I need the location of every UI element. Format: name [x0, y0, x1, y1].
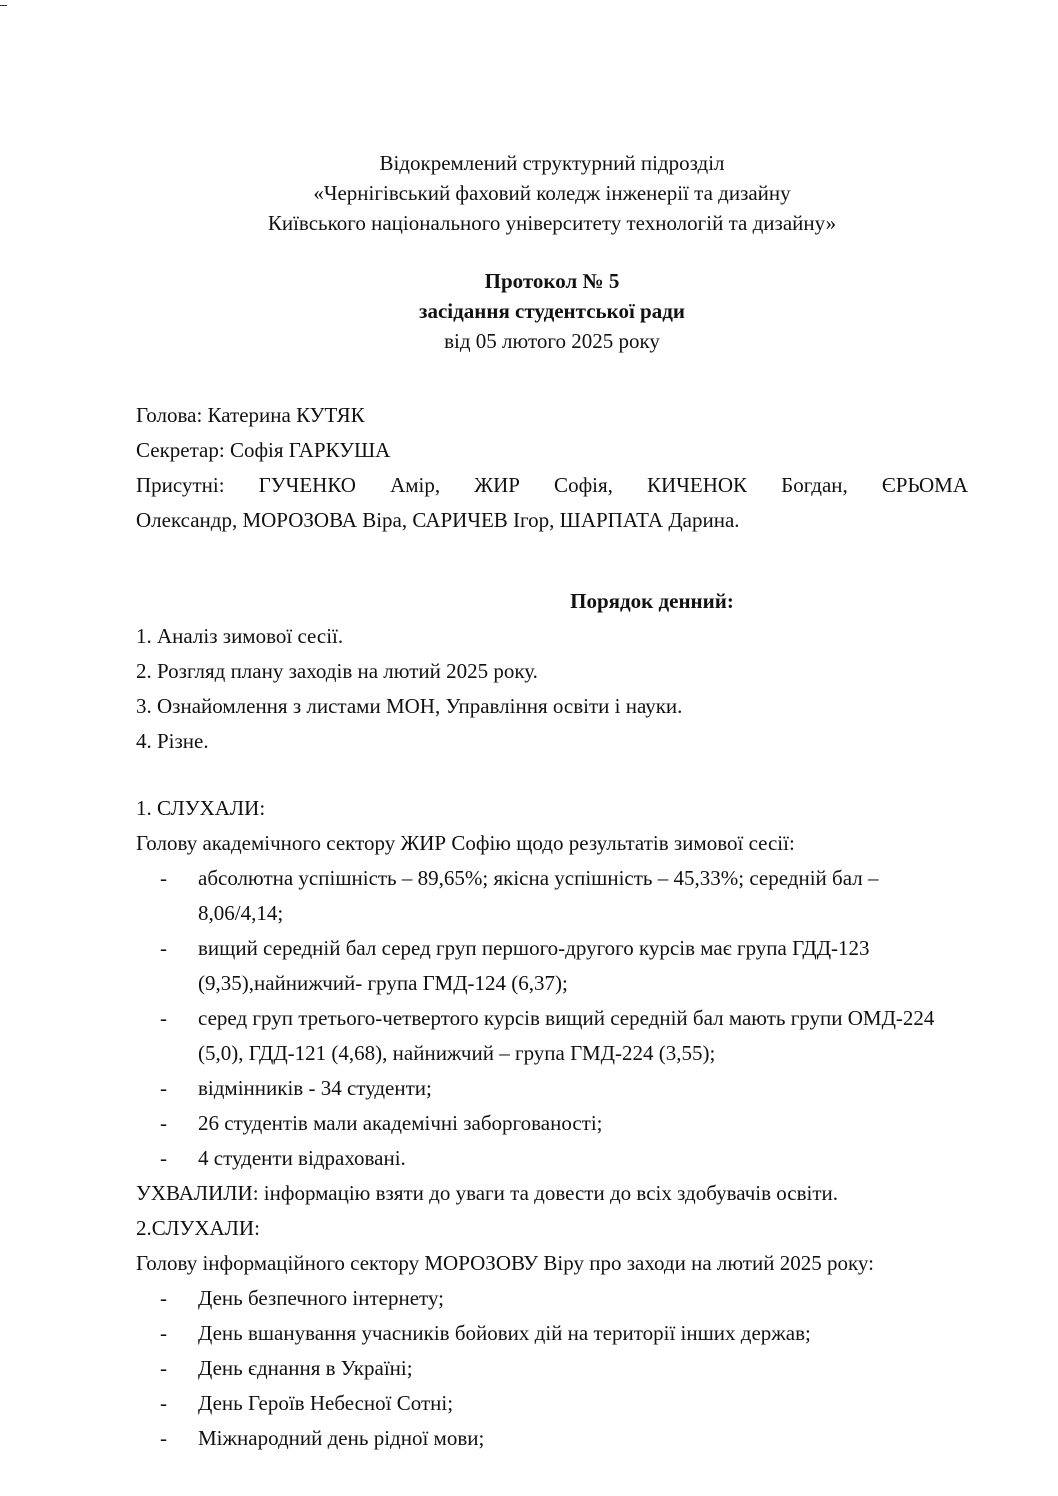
- protocol-date: від 05 лютого 2025 року: [444, 329, 660, 353]
- agenda-title: Порядок денний:: [570, 589, 734, 613]
- agenda-list: [136, 619, 968, 759]
- section-1-heard: 1. СЛУХАЛИ:: [136, 796, 266, 820]
- agenda-item: 2. Розгляд плану заходів на лютий 2025 року.: [136, 659, 538, 683]
- protocol-subtitle: засідання студентської ради: [419, 299, 685, 323]
- list-item: - відмінників - 34 студенти;: [160, 1071, 968, 1106]
- list-item: - 26 студентів мали академічні заборгованості;: [160, 1106, 968, 1141]
- protocol-title-block: [136, 266, 968, 356]
- section-2-speaker: Голову інформаційного сектору МОРОЗОВУ Віру про заходи на лютий 2025 року:: [136, 1251, 874, 1275]
- list-item: - вищий середній бал серед груп першого-другого курсів має група ГДД-123 (9,35),найнижчий- група ГМД-124 (6,37);: [160, 931, 968, 1001]
- scan-corner-mark: [0, 5, 7, 6]
- institution-header: [136, 148, 968, 238]
- meeting-participants: [136, 398, 968, 538]
- list-item: - Міжнародний день рідної мови;: [160, 1421, 968, 1456]
- section-2-events-list: [136, 1281, 968, 1456]
- agenda-item: 3. Ознайомлення з листами МОН, Управління освіти і науки.: [136, 694, 683, 718]
- list-item: - 4 студенти відраховані.: [160, 1141, 968, 1176]
- section-1-resolved: УХВАЛИЛИ: інформацію взяти до уваги та довести до всіх здобувачів освіти.: [136, 1181, 839, 1205]
- list-item: - серед груп третього-четвертого курсів вищий середній бал мають групи ОМД-224 (5,0), ГДД-121 (4,68), найнижчий – група ГМД-224 (3,55);: [160, 1001, 968, 1071]
- chair-line: Голова: Катерина КУТЯК: [136, 403, 365, 427]
- protocol-number: Протокол № 5: [484, 269, 620, 293]
- agenda-item: 1. Аналіз зимової сесії.: [136, 624, 344, 648]
- present-line-2: Олександр, МОРОЗОВА Віра, САРИЧЕВ Ігор, ШАРПАТА Дарина.: [136, 508, 740, 532]
- document-page: [136, 148, 968, 1456]
- list-item: - День вшанування учасників бойових дій на території інших держав;: [160, 1316, 968, 1351]
- section-1-speaker: Голову академічного сектору ЖИР Софію щодо результатів зимової сесії:: [136, 831, 795, 855]
- present-line-1: Присутні: ГУЧЕНКО Амір, ЖИР Софія, КИЧЕНОК Богдан, ЄРЬОМА: [136, 473, 968, 497]
- list-item: - День безпечного інтернету;: [160, 1281, 968, 1316]
- section-1: [136, 791, 968, 1211]
- section-2: [136, 1211, 968, 1456]
- agenda-item: 4. Різне.: [136, 729, 209, 753]
- secretary-line: Секретар: Софія ГАРКУША: [136, 438, 391, 462]
- section-2-heard: 2.СЛУХАЛИ:: [136, 1216, 260, 1240]
- list-item: - День Героїв Небесної Сотні;: [160, 1386, 968, 1421]
- list-item: - День єднання в Україні;: [160, 1351, 968, 1386]
- header-line-1: Відокремлений структурний підрозділ: [379, 151, 725, 175]
- header-line-3: Київського національного університету технологій та дизайну»: [267, 211, 837, 235]
- header-line-2: «Чернігівський фаховий коледж інженерії та дизайну: [313, 181, 791, 205]
- section-1-results-list: [136, 861, 968, 1176]
- list-item: - абсолютна успішність – 89,65%; якісна успішність – 45,33%; середній бал – 8,06/4,14;: [160, 861, 968, 931]
